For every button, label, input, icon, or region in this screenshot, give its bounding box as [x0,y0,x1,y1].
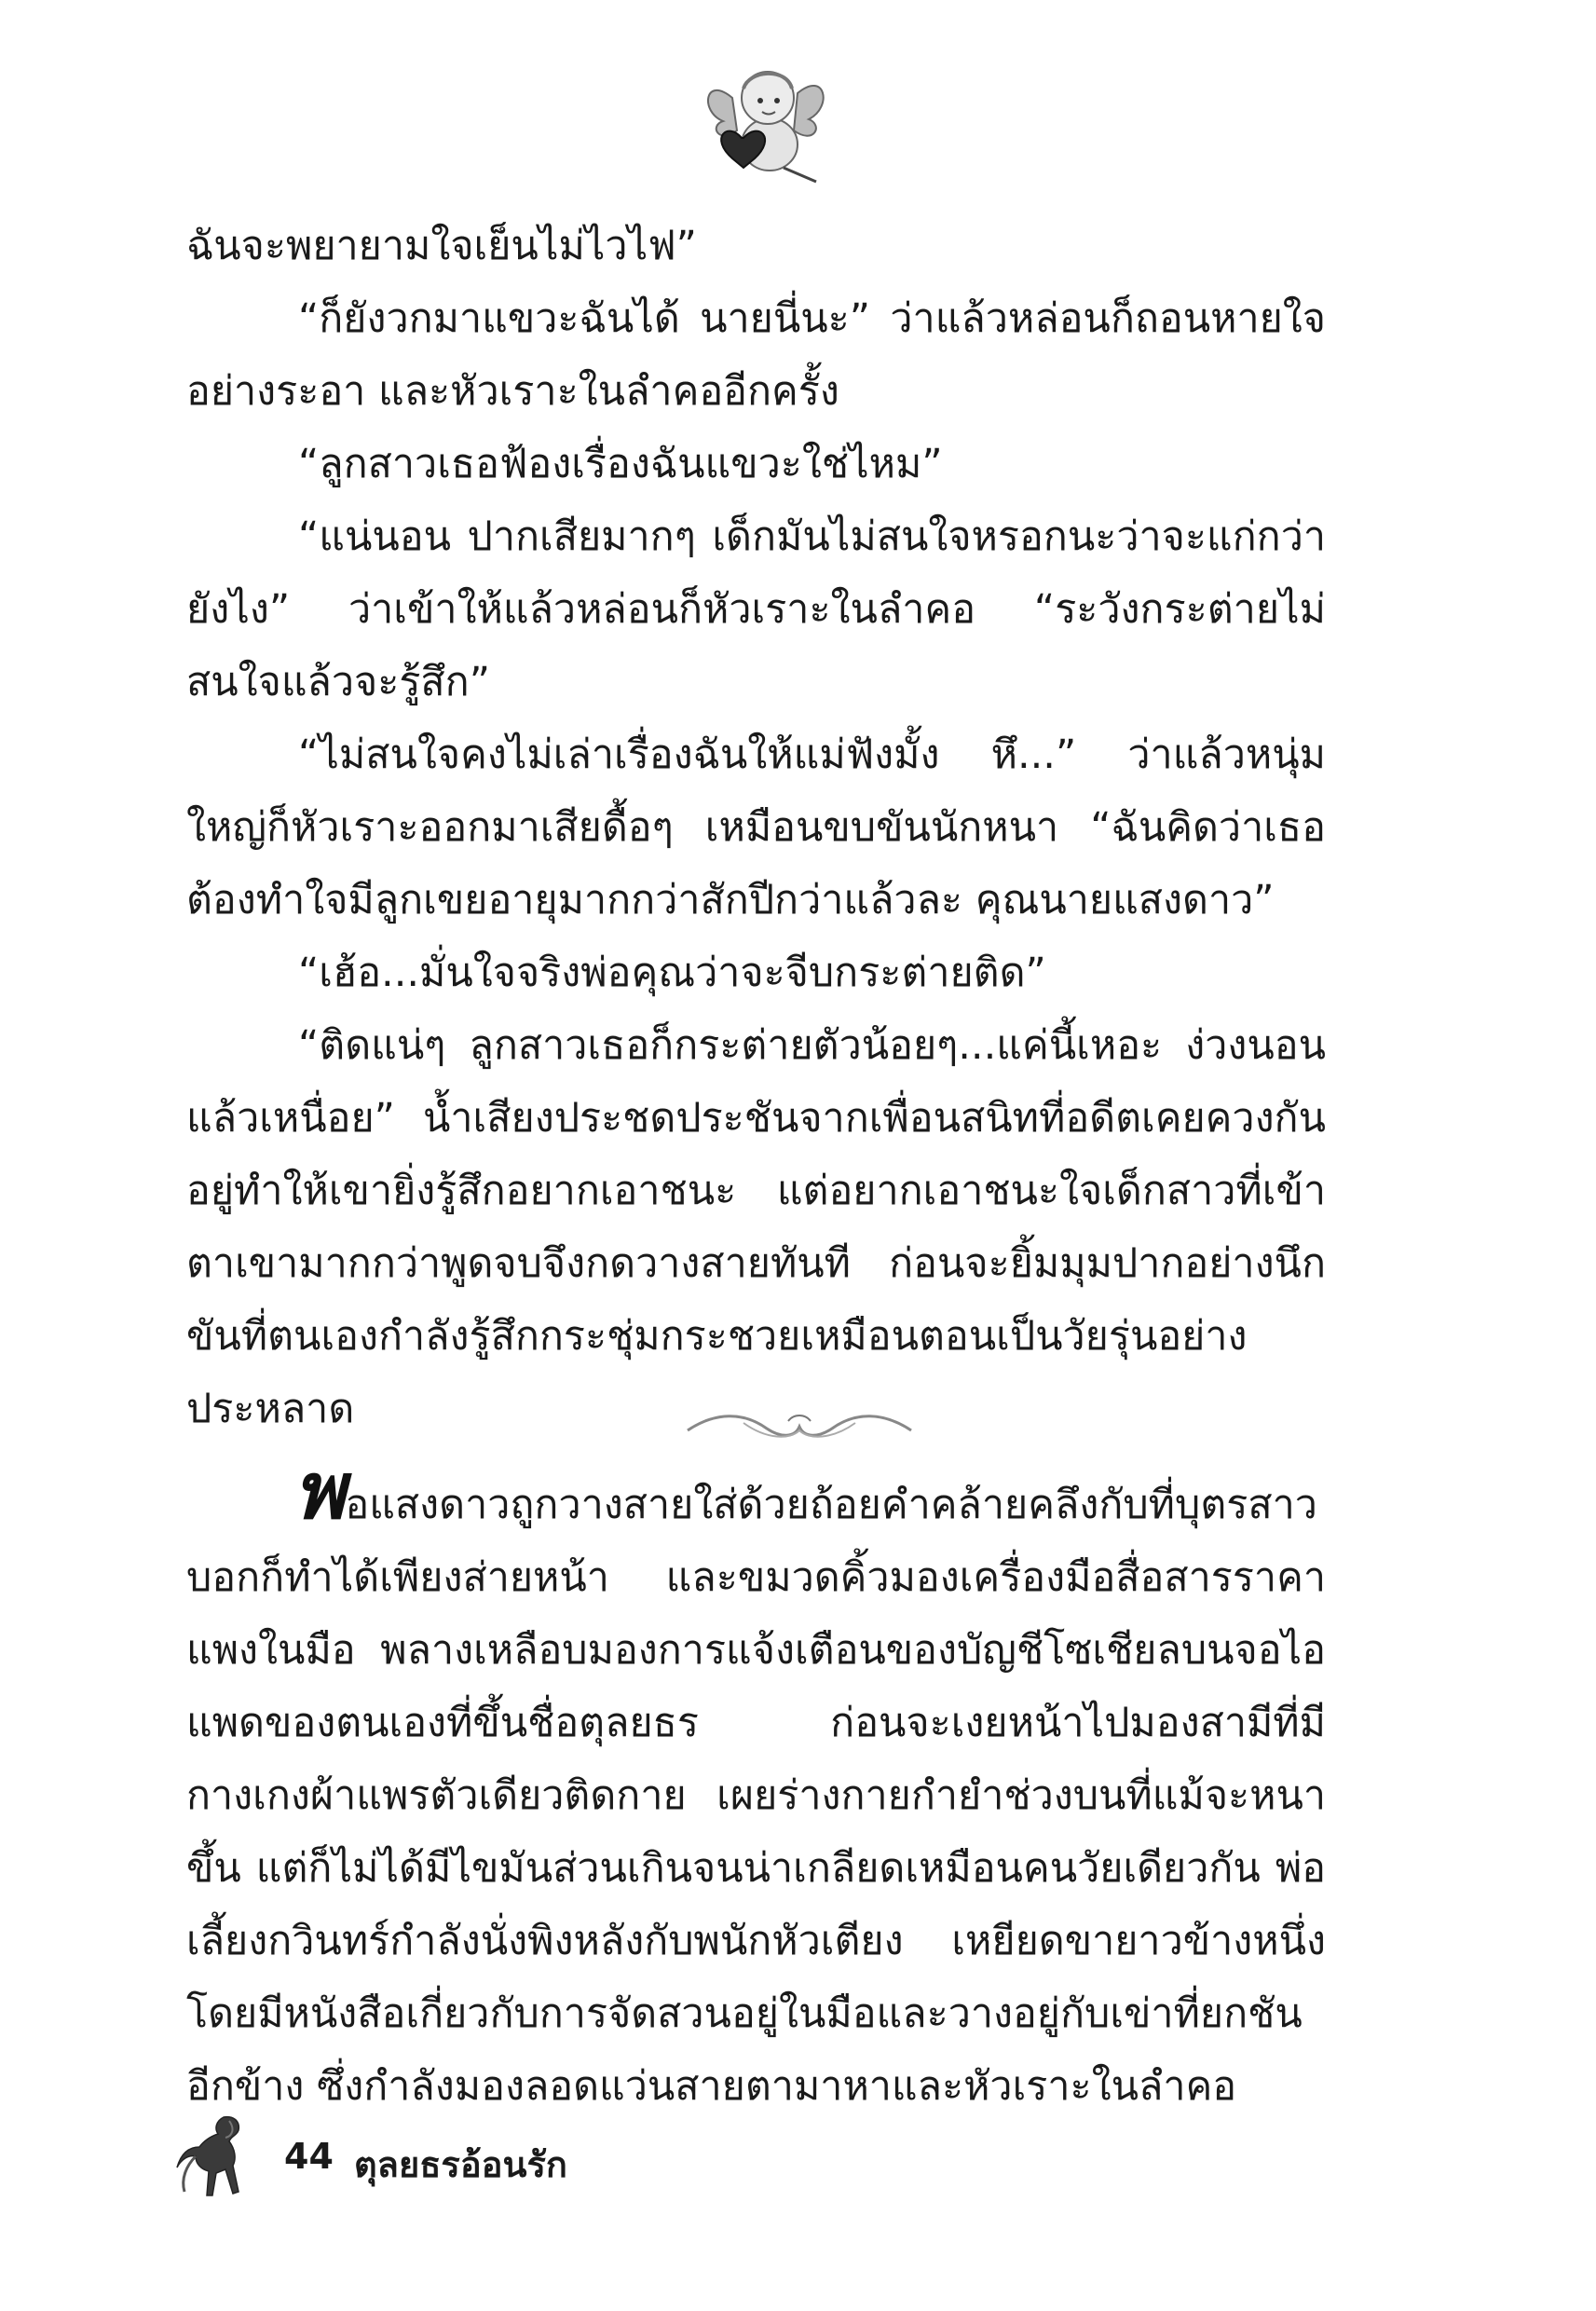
paragraph-8-text: อแสงดาวถูกวางสายใส่ด้วยถ้อยคำคล้ายคลึงกับที่บุตรสาวบอกก็ทำได้เพียงส่ายหน้า และขมวดคิ้วมองเครื่องมือสื่อสารราคาแพงในมือ พลางเหลือบมองการแจ้งเตือนของบัญชีโซเชียลบนจอไอแพดของตนเองที่ขึ้นชื่อตุลยธร ก่อนจะเงยหน้าไปมองสามีที่มีกางเกงผ้าแพรตัวเดียวติดกาย เผยร่างกายกำยำช่วงบนที่แม้จะหนาขึ้น แต่ก็ไม่ได้มีไขมันส่วนเกินจนน่าเกลียดเหมือนคนวัยเดียวกัน พ่อเลี้ยงกวินทร์กำลังนั่งพิงหลังกับพนักหัวเตียง เหยียดขายาวข้างหนึ่งโดยมีหนังสือเกี่ยวกับการจัดสวนอยู่ในมือและวางอยู่กับเข่าที่ยกชันอีกข้าง ซึ่งกำลังมองลอดแว่นสายตามาหาและหัวเราะในลำคอ [186,1482,1326,2110]
section-1-text [186,210,1326,1445]
book-title: ตุลยธรอ้อนรัก [354,2144,567,2185]
paragraph-8 [186,1444,1326,2123]
rearing-horse-icon [168,2108,261,2201]
paragraph-3: “ลูกสาวเธอฟ้องเรื่องฉันแขวะใช่ไหม” [298,441,943,487]
drop-cap: พ [293,1444,346,1537]
paragraph-5: “ไม่สนใจคงไม่เล่าเรื่องฉันให้แม่ฟังมั้ง หึ...” ว่าแล้วหนุ่มใหญ่ก็หัวเราะออกมาเสียดื้อๆ เหมือนขบขันนักหนา “ฉันคิดว่าเธอต้องทำใจมีลูกเขยอายุมากกว่าสักปีกว่าแล้วละ คุณนายแสงดาว” [186,732,1326,923]
paragraph-1: ฉันจะพยายามใจเย็นไม่ไวไฟ” [186,223,697,269]
page-number: 44 [284,2136,334,2177]
paragraph-2: “ก็ยังวกมาแขวะฉันได้ นายนี่นะ” ว่าแล้วหล่อนก็ถอนหายใจอย่างระอา และหัวเราะในลำคออีกครั้ง [186,295,1326,415]
section-2-text [186,1444,1326,2123]
cupid-with-heart-icon [695,56,835,186]
paragraph-6: “เฮ้อ...มั่นใจจริงพ่อคุณว่าจะจีบกระต่ายติด” [298,950,1046,996]
page-footer [168,2108,913,2201]
paragraph-7: “ติดแน่ๆ ลูกสาวเธอก็กระต่ายตัวน้อยๆ...แค่นี้เหอะ ง่วงนอนแล้วเหนื่อย” น้ำเสียงประชดประชันจากเพื่อนสนิทที่อดีตเคยควงกันอยู่ทำให้เขายิ่งรู้สึกอยากเอาชนะ แต่อยากเอาชนะใจเด็กสาวที่เข้าตาเขามากกว่าพูดจบจึงกดวางสายทันที ก่อนจะยิ้มมุมปากอย่างนึกขันที่ตนเองกำลังรู้สึกกระชุ่มกระชวยเหมือนตอนเป็นวัยรุ่นอย่างประหลาด [186,1022,1326,1432]
flourish-divider-icon [678,1402,921,1449]
paragraph-4: “แน่นอน ปากเสียมากๆ เด็กมันไม่สนใจหรอกนะว่าจะแก่กว่ายังไง” ว่าเข้าให้แล้วหล่อนก็หัวเราะในลำคอ “ระวังกระต่ายไม่สนใจแล้วจะรู้สึก” [186,513,1326,705]
